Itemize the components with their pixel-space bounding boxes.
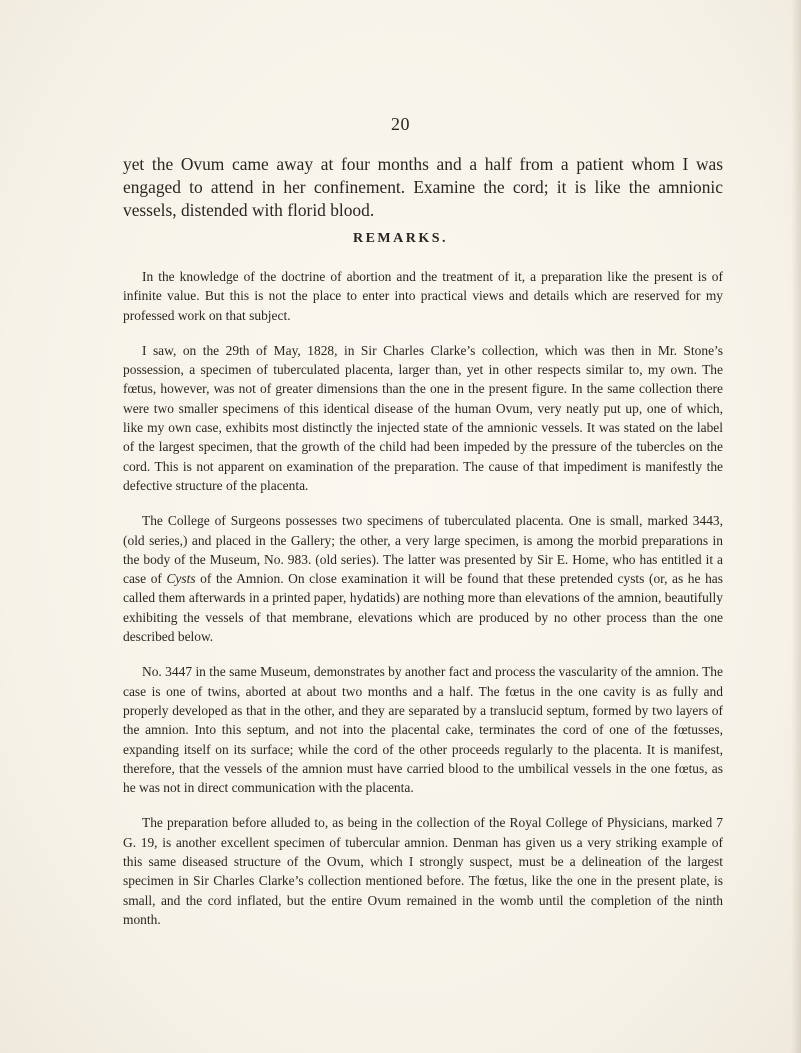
paragraph-2: I saw, on the 29th of May, 1828, in Sir Charles Clarke’s collection, which was then in Mr. Stone’s possession, a specimen of tuberculated placenta, larger than, yet in other respects similar to, my own. The fœtus, however, was not of greater dimensions than the one in the present figure. In the same collection there were two smaller specimens of this identical disease of the human Ovum, very neatly put up, one of which, like my own case, exhibits most distinctly the injected state of the amnionic vessels. It was stated on the label of the largest specimen, that the growth of the child had been impeded by the pressure of the tubercles on the cord. This is not apparent on examination of the preparation. The cause of that impediment is manifestly the defective structure of the placenta. [123, 342, 723, 493]
paragraph-4: No. 3447 in the same Museum, demonstrates by another fact and process the vascularity of the amnion. The case is one of twins, aborted at about two months and a half. The fœtus in the one cavity is as fully and properly developed as that in the other, and they are separated by a translucid septum, formed by two layers of the amnion. Into this septum, and not into the placental cake, terminates the cord of one of the fœtusses, expanding itself on its surface; while the cord of the other proceeds regularly to the placenta. It is manifest, therefore, that the vessels of the amnion must have carried blood to the umbilical vessels in the one fœtus, as he was not in direct communication with the placenta. [123, 664, 723, 796]
paragraph-5: The preparation before alluded to, as being in the collection of the Royal College of Physicians, marked 7 G. 19, is another excellent specimen of tubercular amnion. Denman has given us a very striking example of this same diseased structure of the Ovum, which I strongly suspect, must be a delineation of the largest specimen in Sir Charles Clarke’s collection mentioned before. The fœtus, like the one in the present plate, is small, and the cord inflated, but the entire Ovum remained in the womb until the completion of the ninth month. [123, 815, 723, 927]
remarks-heading: REMARKS. [352, 231, 449, 246]
page-number: 20 [391, 114, 410, 134]
remarks-body [123, 267, 723, 945]
page-edge-shadow [791, 0, 801, 1053]
cysts-italic: Cysts [166, 571, 196, 587]
paragraph-3-part-2: of the Amnion. On close examination it will be found that these pretended cysts (or, as he has called them afterwards in a printed paper, hydatids) are nothing more than elevations of the amnion, beautifully exhibiting the vessels of that membrane, elevations which are produced by no other process than the one described below. [123, 571, 723, 645]
paragraph-3 [123, 511, 723, 646]
intro-paragraph: yet the Ovum came away at four months and a half from a patient whom I was engaged to attend in her confinement. Examine the cord; it is like the amnionic vessels, distended with florid blood. [123, 154, 723, 220]
paragraph-3-part-1: The College of Surgeons possesses two specimens of tuberculated placenta. One is small, marked 3443, (old series,) and placed in the Gallery; the other, a very large specimen, is among the morbid preparations in the body of the Museum, No. 983. (old series). The latter was presented by Sir E. Home, who has entitled it a case of [123, 513, 723, 587]
paragraph-1: In the knowledge of the doctrine of abortion and the treatment of it, a preparation like the present is of infinite value. But this is not the place to enter into practical views and details which are reserved for my professed work on that subject. [123, 269, 723, 323]
